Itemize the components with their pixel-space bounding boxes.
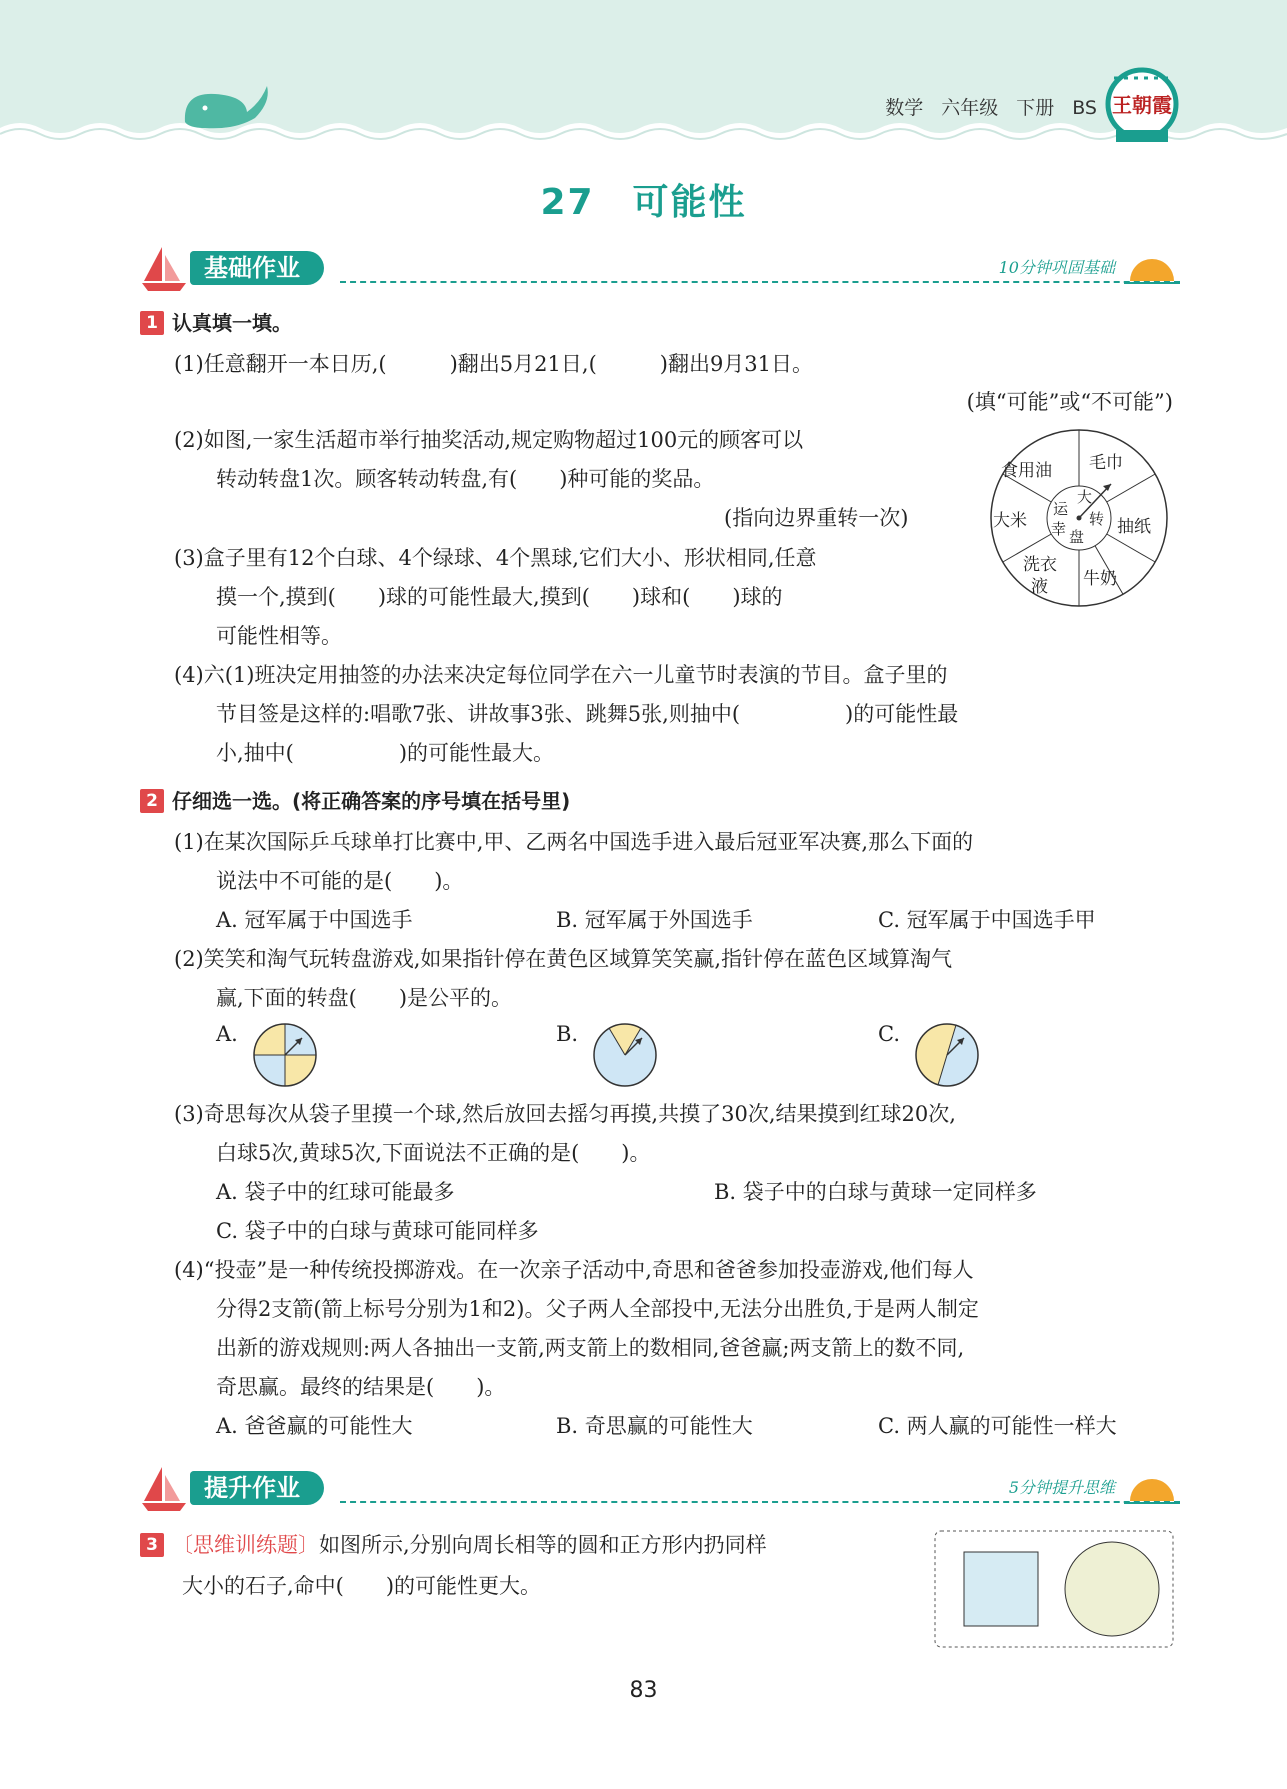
spinner-c	[914, 1022, 980, 1088]
q2-s1-option-c: C. 冠军属于中国选手甲	[878, 908, 1096, 932]
section-divider	[340, 281, 1180, 283]
q2-number: 2	[140, 789, 164, 813]
q2-s1-option-a: A. 冠军属于中国选手	[216, 908, 413, 932]
q2-s4a: (4)“投壶”是一种传统投掷游戏。在一次亲子活动中,奇思和爸爸参加投壶游戏,他们每人	[174, 1258, 974, 1282]
header-subject: 数学	[885, 97, 924, 119]
sun-icon	[1124, 1465, 1180, 1505]
spinner-b	[592, 1022, 658, 1088]
q2-s2-option-c: C.	[878, 1022, 900, 1046]
q3-head	[140, 1530, 767, 1560]
q2-s3a: (3)奇思每次从袋子里摸一个球,然后放回去摇匀再摸,共摸了30次,结果摸到红球20次,	[174, 1102, 956, 1126]
header-edition: BS	[1072, 97, 1097, 119]
prize-wheel-figure	[987, 426, 1171, 610]
brand-logo	[1104, 58, 1180, 144]
wheel-item: 牛奶	[1083, 569, 1117, 589]
whale-icon	[175, 72, 275, 130]
q2-title: 仔细选一选。(将正确答案的序号填在括号里)	[172, 789, 571, 813]
q2-s4-option-b: B. 奇思赢的可能性大	[556, 1414, 753, 1438]
section-divider	[340, 1501, 1180, 1503]
q2-s1a: (1)在某次国际乒乓球单打比赛中,甲、乙两名中国选手进入最后冠亚军决赛,那么下面的	[174, 830, 974, 854]
q2-s3-option-c: C. 袋子中的白球与黄球可能同样多	[216, 1219, 539, 1243]
section-bar-basic	[140, 245, 1180, 295]
wheel-item: 洗衣	[1023, 555, 1057, 575]
wheel-item: 抽纸	[1117, 517, 1151, 537]
q1-p2b: 转动转盘1次。顾客转动转盘,有( )种可能的奖品。	[216, 467, 715, 491]
q1-p2a: (2)如图,一家生活超市举行抽奖活动,规定购物超过100元的顾客可以	[174, 428, 804, 452]
q2-s1b: 说法中不可能的是( )。	[216, 869, 464, 893]
q2-s3-option-b: B. 袋子中的白球与黄球一定同样多	[714, 1180, 1037, 1204]
wheel-item: 食用油	[1001, 461, 1052, 481]
sailboat-icon	[140, 245, 188, 293]
header-volume: 下册	[1016, 97, 1055, 119]
page-title: 27 可能性	[540, 182, 747, 223]
wheel-center-char: 转	[1089, 510, 1105, 528]
q2-s2-option-a: A.	[216, 1022, 238, 1046]
q2-s4b: 分得2支箭(箭上标号分别为1和2)。父子两人全部投中,无法分出胜负,于是两人制定	[216, 1297, 979, 1321]
section-bar-advanced	[140, 1465, 1180, 1515]
sun-icon	[1124, 245, 1180, 285]
section-sub: 10分钟巩固基础	[998, 258, 1115, 277]
q2-s4c: 出新的游戏规则:两人各抽出一支箭,两支箭上的数相同,爸爸赢;两支箭上的数不同,	[216, 1336, 965, 1360]
section-label: 提升作业	[190, 1471, 324, 1505]
section-sub: 5分钟提升思维	[1008, 1478, 1115, 1497]
q2-s2a: (2)笑笑和淘气玩转盘游戏,如果指针停在黄色区域算笑笑赢,指针停在蓝色区域算淘气	[174, 947, 953, 971]
q3-line-a: 如图所示,分别向周长相等的圆和正方形内扔同样	[319, 1533, 767, 1557]
wheel-center-char: 大	[1077, 488, 1093, 506]
q3-line-b: 大小的石子,命中( )的可能性更大。	[182, 1574, 542, 1598]
wheel-item: 大米	[993, 511, 1027, 531]
q1-p1: (1)任意翻开一本日历,( )翻出5月21日,( )翻出9月31日。	[174, 352, 814, 376]
logo-text: 王朝霞	[1112, 93, 1172, 117]
q3-tag: 〔思维训练题〕	[172, 1533, 319, 1557]
wheel-item: 液	[1031, 577, 1048, 597]
q1-p3a: (3)盒子里有12个白球、4个绿球、4个黑球,它们大小、形状相同,任意	[174, 546, 817, 570]
q2-s4-option-a: A. 爸爸赢的可能性大	[216, 1414, 413, 1438]
q2-s2-option-b: B.	[556, 1022, 579, 1046]
header-info	[867, 93, 1097, 120]
q2-s3-option-a: A. 袋子中的红球可能最多	[216, 1180, 455, 1204]
q1-p4c: 小,抽中( )的可能性最大。	[216, 741, 555, 765]
wheel-center-char: 盘	[1069, 528, 1085, 546]
wheel-center-char: 幸	[1051, 520, 1067, 538]
q1-p4a: (4)六(1)班决定用抽签的办法来决定每位同学在六一儿童节时表演的节目。盒子里的	[174, 663, 948, 687]
q3-number: 3	[140, 1533, 164, 1557]
q1-p1-hint: (填“可能”或“不可能”)	[966, 390, 1173, 414]
q2-s2b: 赢,下面的转盘( )是公平的。	[216, 986, 513, 1010]
q2-s1-option-b: B. 冠军属于外国选手	[556, 908, 753, 932]
q2-s4-option-c: C. 两人赢的可能性一样大	[878, 1414, 1117, 1438]
sailboat-icon	[140, 1465, 188, 1513]
q2-s3b: 白球5次,黄球5次,下面说法不正确的是( )。	[216, 1141, 651, 1165]
q1-title: 认真填一填。	[172, 311, 292, 335]
header-grade: 六年级	[941, 97, 999, 119]
q1-p2-hint: (指向边界重转一次)	[724, 506, 909, 530]
spinner-a	[252, 1022, 318, 1088]
q1-p3c: 可能性相等。	[216, 624, 342, 648]
q1-number: 1	[140, 311, 164, 335]
wheel-item: 毛巾	[1089, 453, 1123, 473]
q1-p3b: 摸一个,摸到( )球的可能性最大,摸到( )球和( )球的	[216, 585, 783, 609]
q1-p4b: 节目签是这样的:唱歌7张、讲故事3张、跳舞5张,则抽中( )的可能性最	[216, 702, 959, 726]
page-number: 83	[629, 1678, 658, 1703]
q2-head	[140, 786, 570, 816]
q1-head	[140, 308, 292, 338]
section-label: 基础作业	[190, 251, 324, 285]
wheel-center-char: 运	[1053, 500, 1069, 518]
square-circle-figure	[934, 1530, 1174, 1648]
q2-s4d: 奇思赢。最终的结果是( )。	[216, 1375, 506, 1399]
